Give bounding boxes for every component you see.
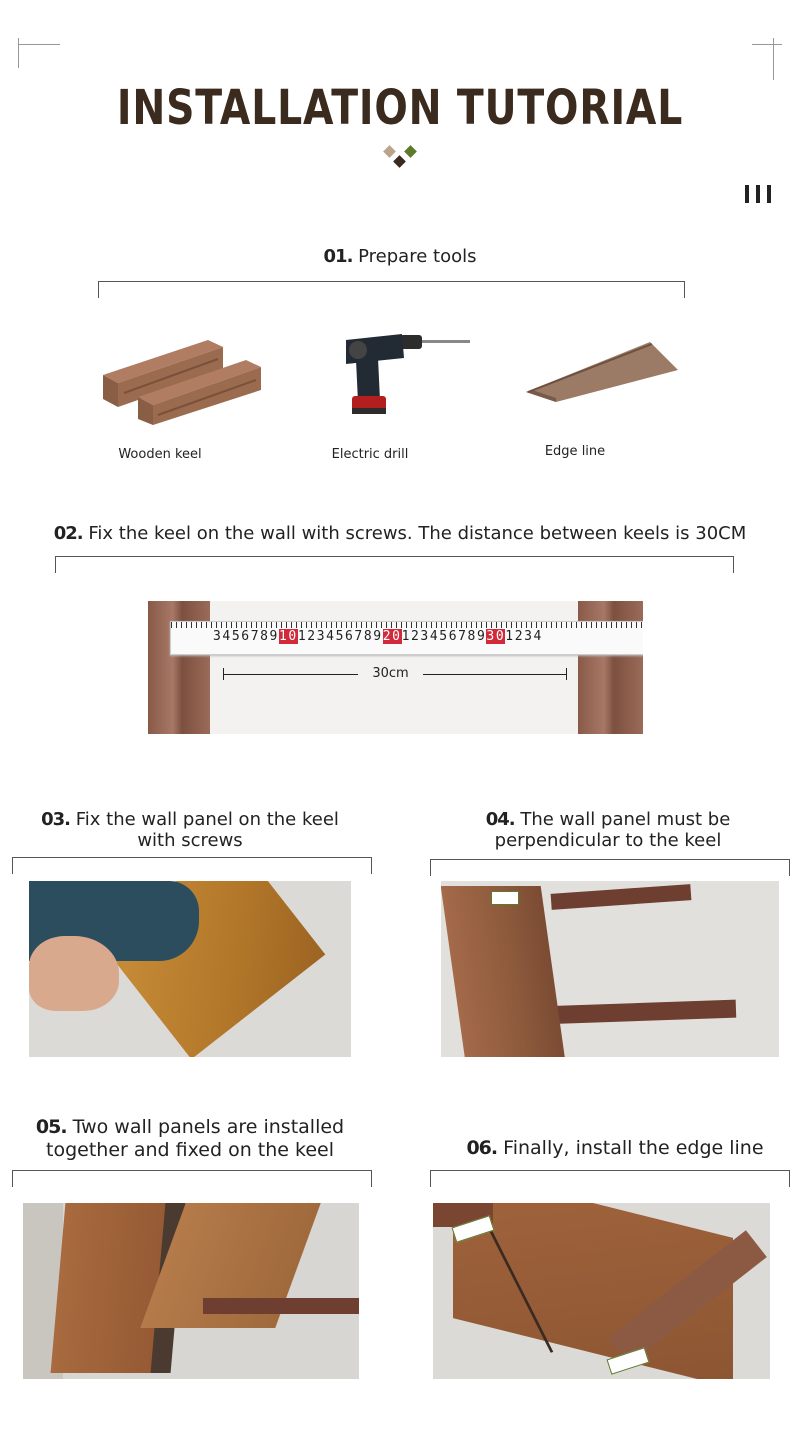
- measure-tick-left: [223, 668, 224, 680]
- corner-mark-top-left-h: [18, 44, 60, 45]
- page-title: INSTALLATION TUTORIAL: [116, 80, 684, 136]
- step-03-heading: 03. Fix the wall panel on the keel with screws: [41, 809, 339, 851]
- step-03-bracket: [12, 857, 372, 874]
- diamond-tan: [383, 145, 396, 158]
- corner-mark-top-right-v: [773, 38, 774, 80]
- step-03-photo: [29, 881, 351, 1057]
- corner-mark-top-left-v: [18, 38, 19, 68]
- electric-drill-image: [338, 330, 473, 420]
- edge-line-image: [522, 340, 682, 405]
- step-06-bracket: [430, 1170, 790, 1187]
- tool-label-wooden-keel: Wooden keel: [118, 447, 202, 462]
- step-05-photo: [23, 1203, 359, 1379]
- step-02-bracket: [55, 556, 734, 573]
- measure-line-left: [223, 674, 358, 675]
- measure-label: 30cm: [372, 666, 409, 681]
- step-02-heading: 02. Fix the keel on the wall with screws. The distance between keels is 30CM: [53, 523, 747, 544]
- diamond-green: [404, 145, 417, 158]
- measure-tick-right: [566, 668, 567, 680]
- step-01-heading: 01. Prepare tools: [323, 246, 477, 267]
- step-01-bracket: [98, 281, 685, 298]
- tool-label-edge-line: Edge line: [544, 444, 606, 459]
- step-04-bracket: [430, 859, 790, 876]
- tape-measure: 34567891012345678920123456789301234: [170, 621, 643, 655]
- diamond-dark: [393, 155, 406, 168]
- step-05-heading: 05. Two wall panels are installed together and fixed on the keel: [35, 1116, 345, 1161]
- step-06-photo: [433, 1203, 770, 1379]
- wooden-keel-image: [98, 335, 268, 430]
- step-04-photo: [441, 881, 779, 1057]
- tool-label-electric-drill: Electric drill: [331, 447, 409, 462]
- corner-mark-top-right-h: [752, 44, 782, 45]
- step-06-heading: 06. Finally, install the edge line: [466, 1137, 764, 1159]
- step-04-heading: 04. The wall panel must be perpendicular to the keel: [485, 809, 731, 851]
- measure-line-right: [423, 674, 566, 675]
- menu-bars-icon: [745, 185, 778, 207]
- keel-measure-photo: [148, 601, 643, 734]
- step-05-bracket: [12, 1170, 372, 1187]
